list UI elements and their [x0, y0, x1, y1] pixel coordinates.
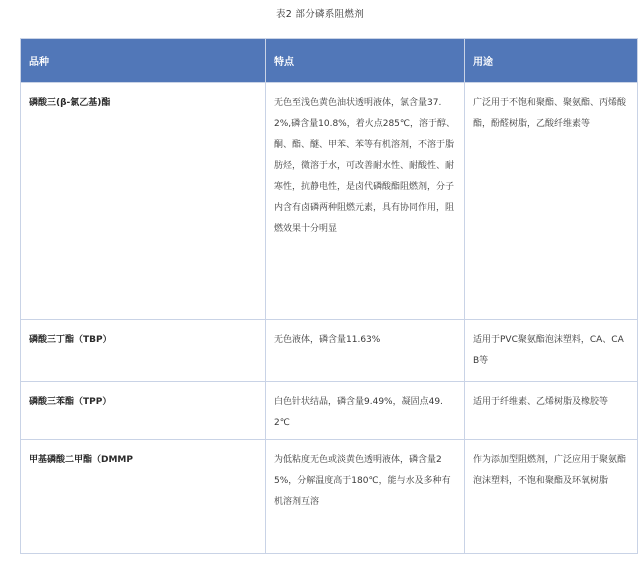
table-header-row: [21, 39, 638, 83]
cell-feature: 为低粘度无色或淡黄色透明液体，磷含量25%，分解温度高于180℃，能与水及多种有机溶剂互溶: [266, 440, 465, 554]
cell-use: 适用于纤维素、乙烯树脂及橡胶等: [465, 382, 638, 440]
table-row: [21, 320, 638, 382]
header-use: 用途: [465, 39, 638, 83]
cell-use: 作为添加型阻燃剂，广泛应用于聚氨酯泡沫塑料，不饱和聚酯及环氧树脂: [465, 440, 638, 554]
cell-feature: 无色液体，磷含量11.63%: [266, 320, 465, 382]
cell-name: 磷酸三丁酯（TBP）: [21, 320, 266, 382]
cell-name: 磷酸三苯酯（TPP）: [21, 382, 266, 440]
cell-use: 广泛用于不饱和聚酯、聚氨酯、丙烯酸酯，酚醛树脂，乙酸纤维素等: [465, 83, 638, 320]
cell-name: 甲基磷酸二甲酯（DMMP: [21, 440, 266, 554]
table-row: [21, 382, 638, 440]
cell-feature: 白色针状结晶，磷含量9.49%，凝固点49.2℃: [266, 382, 465, 440]
header-variety: 品种: [21, 39, 266, 83]
flame-retardant-table: [20, 38, 638, 554]
table-caption: 表2 部分磷系阻燃剂: [275, 9, 365, 20]
cell-use: 适用于PVC聚氨酯泡沫塑料，CA、CAB等: [465, 320, 638, 382]
table-row: [21, 83, 638, 320]
header-feature: 特点: [266, 39, 465, 83]
table-row: [21, 440, 638, 554]
cell-feature: 无色至浅色黄色油状透明液体，氯含量37.2%,磷含量10.8%，着火点285℃，溶于醇、酮、酯、醚、甲苯、苯等有机溶剂，不溶于脂肪烃，微溶于水，可改善耐水性、耐酸性、耐寒性，抗静电性，是卤代磷酸酯阻燃剂，分子内含有卤磷两种阻燃元素，具有协同作用，阻燃效果十分明显: [266, 83, 465, 320]
cell-name: 磷酸三(β-氯乙基)酯: [21, 83, 266, 320]
